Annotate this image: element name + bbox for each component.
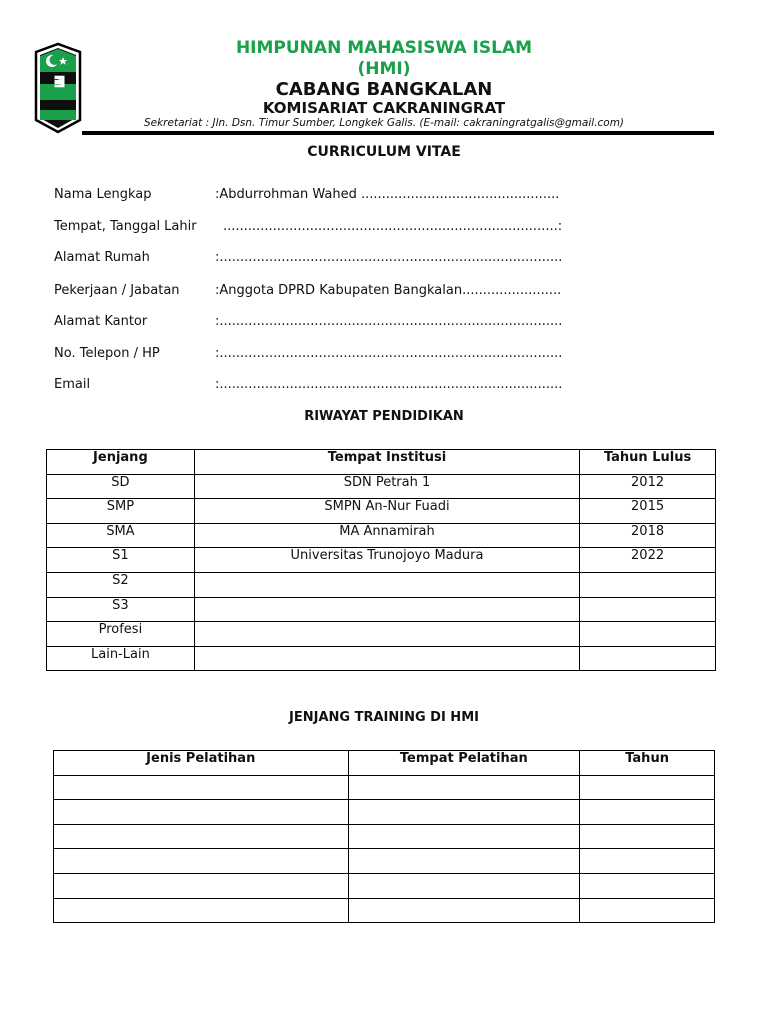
field-pekerjaan-jabatan [54, 283, 561, 299]
field-label: Tempat, Tanggal Lahir [54, 219, 197, 234]
table-row [47, 523, 716, 548]
column-header: Jenis Pelatihan [54, 751, 349, 776]
field-nama-lengkap [54, 187, 559, 203]
table-row [47, 474, 716, 499]
header-divider [82, 131, 714, 135]
table-cell [194, 646, 579, 671]
field-label: Email [54, 377, 91, 392]
table-row [47, 572, 716, 597]
field-no-telepon [54, 346, 562, 362]
table-cell [580, 597, 716, 622]
table-cell [54, 873, 349, 898]
table-cell [580, 622, 716, 647]
field-alamat-kantor [54, 314, 562, 330]
page-title: CURRICULUM VITAE [307, 144, 461, 160]
table-cell [348, 873, 580, 898]
table-cell: SDN Petrah 1 [194, 474, 579, 499]
field-value: :Abdurrohman Wahed ................................................ [215, 187, 560, 202]
column-header: Tahun Lulus [580, 450, 716, 475]
table-cell [54, 824, 349, 849]
table-cell: 2012 [580, 474, 716, 499]
table-cell [194, 572, 579, 597]
table-cell: SD [47, 474, 195, 499]
table-cell [194, 622, 579, 647]
table-cell [580, 873, 715, 898]
table-cell [580, 775, 715, 800]
table-row [47, 646, 716, 671]
table-row [54, 775, 715, 800]
table-header-row [47, 450, 716, 475]
table-cell: S3 [47, 597, 195, 622]
field-email [54, 377, 562, 393]
field-value: :................................................................................... [215, 250, 563, 265]
table-row [54, 873, 715, 898]
table-row [47, 548, 716, 573]
field-alamat-rumah [54, 250, 562, 266]
table-header-row [54, 751, 715, 776]
table-cell [348, 898, 580, 923]
komisariat-name: KOMISARIAT CAKRANINGRAT [262, 99, 506, 117]
table-cell: Profesi [47, 622, 195, 647]
table-cell [580, 572, 716, 597]
column-header: Tempat Institusi [194, 450, 579, 475]
org-name: HIMPUNAN MAHASISWA ISLAM [235, 38, 533, 58]
org-abbreviation: (HMI) [357, 59, 411, 79]
logo-letters: HMI [50, 74, 66, 90]
table-row [54, 898, 715, 923]
table-cell: SMPN An-Nur Fuadi [194, 499, 579, 524]
field-label: Pekerjaan / Jabatan [54, 283, 180, 298]
table-row [47, 597, 716, 622]
column-header: Tahun [580, 751, 715, 776]
table-row [54, 800, 715, 825]
table-cell: S2 [47, 572, 195, 597]
table-row [47, 499, 716, 524]
table-row [54, 849, 715, 874]
branch-name: CABANG BANGKALAN [275, 79, 493, 100]
table-cell: SMA [47, 523, 195, 548]
table-cell [580, 898, 715, 923]
table-cell [54, 800, 349, 825]
training-section-title: JENJANG TRAINING DI HMI [289, 710, 479, 725]
table-cell [348, 800, 580, 825]
table-cell: SMP [47, 499, 195, 524]
table-cell [194, 597, 579, 622]
table-cell [580, 824, 715, 849]
training-table [53, 750, 715, 923]
education-table [46, 449, 716, 671]
table-cell [54, 775, 349, 800]
table-row [47, 622, 716, 647]
column-header: Jenjang [47, 450, 195, 475]
table-cell: S1 [47, 548, 195, 573]
table-cell: Universitas Trunojoyo Madura [194, 548, 579, 573]
field-value: .................................................................................: [223, 219, 563, 234]
field-label: No. Telepon / HP [54, 346, 160, 361]
table-cell: MA Annamirah [194, 523, 579, 548]
table-cell [54, 898, 349, 923]
table-cell: 2018 [580, 523, 716, 548]
field-label: Alamat Kantor [54, 314, 148, 329]
table-cell [348, 775, 580, 800]
field-tempat-tanggal-lahir [54, 219, 562, 235]
field-label: Nama Lengkap [54, 187, 152, 202]
table-cell [580, 849, 715, 874]
field-value: :Anggota DPRD Kabupaten Bangkalan........................ [215, 283, 562, 298]
education-section-title: RIWAYAT PENDIDIKAN [304, 409, 464, 424]
table-cell: 2022 [580, 548, 716, 573]
table-cell: Lain-Lain [47, 646, 195, 671]
table-cell [348, 849, 580, 874]
field-label: Alamat Rumah [54, 250, 150, 265]
table-cell [580, 646, 716, 671]
table-row [54, 824, 715, 849]
field-value: :................................................................................... [215, 314, 563, 329]
table-cell [580, 800, 715, 825]
table-cell: 2015 [580, 499, 716, 524]
table-cell [348, 824, 580, 849]
sekretariat-address: Sekretariat : Jln. Dsn. Timur Sumber, Longkek Galis. (E-mail: cakraningratgalis@gmail.com) [143, 117, 625, 129]
field-value: :................................................................................... [215, 377, 563, 392]
column-header: Tempat Pelatihan [348, 751, 580, 776]
table-cell [54, 849, 349, 874]
field-value: :................................................................................... [215, 346, 563, 361]
